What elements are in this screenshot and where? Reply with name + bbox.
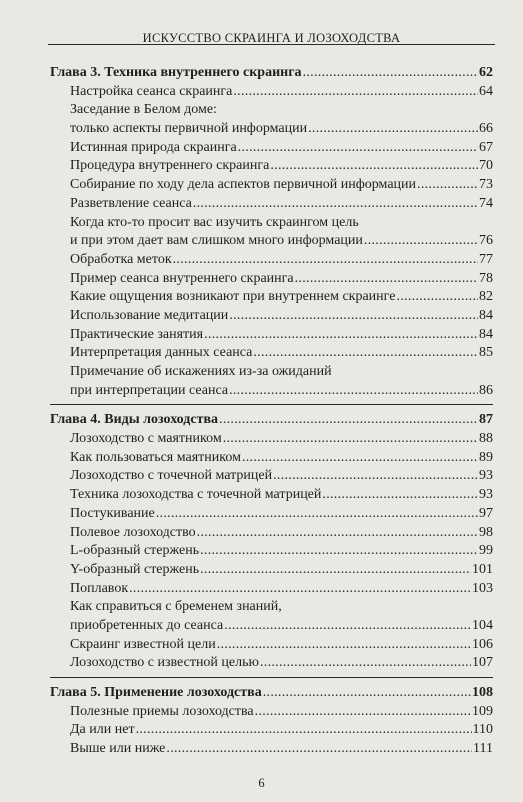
entry-page-number: 73 — [479, 177, 493, 193]
entry-title: Поплавок — [70, 580, 129, 596]
entry-page-number: 97 — [479, 505, 493, 521]
entry-row — [50, 449, 493, 468]
dot-leader — [229, 382, 478, 401]
toc-entry[interactable] — [50, 580, 493, 599]
chapter-title: Глава 3. Техника внутреннего скраинга — [50, 65, 302, 80]
entry-row — [50, 176, 493, 195]
toc-chapter — [50, 684, 493, 759]
entry-page-number: 104 — [472, 617, 493, 633]
dot-leader — [197, 524, 478, 543]
entry-row — [50, 83, 493, 102]
entry-title: L-образный стержень — [70, 543, 200, 559]
dot-leader — [200, 561, 471, 580]
entry-row — [50, 486, 493, 505]
entry-title: Лозоходство с известной целью — [70, 655, 259, 671]
entry-title: Полевое лозоходство — [70, 524, 196, 540]
dot-leader — [200, 542, 478, 561]
entry-row — [50, 157, 493, 176]
toc-entry[interactable] — [50, 176, 493, 195]
header-rule — [48, 44, 495, 45]
entry-title: Y-образный стержень — [70, 561, 200, 577]
entry-page-number: 109 — [472, 703, 493, 719]
entry-page-number: 98 — [479, 524, 493, 540]
entry-title-line: Когда кто-то просит вас изучить скраингом цель — [70, 214, 359, 230]
entry-page-number: 64 — [479, 83, 493, 99]
dot-leader — [308, 120, 478, 139]
entry-row — [50, 288, 493, 307]
entry-page-number: 76 — [479, 233, 493, 249]
toc-entry[interactable] — [50, 307, 493, 326]
entry-title: Лозоходство с точечной матрицей — [70, 468, 273, 484]
dot-leader — [219, 411, 478, 430]
chapter-separator — [50, 677, 493, 678]
toc-chapter — [50, 411, 493, 673]
entry-page-number: 110 — [472, 722, 493, 738]
dot-leader — [233, 83, 478, 102]
page-number: 6 — [258, 776, 265, 790]
entry-row — [50, 636, 493, 655]
toc-entry[interactable] — [50, 214, 493, 251]
dot-leader — [242, 449, 478, 468]
entry-title: Пример сеанса внутреннего скраинга — [70, 270, 294, 286]
entry-row — [50, 430, 493, 449]
toc-entry[interactable] — [50, 598, 493, 635]
entry-page-number: 77 — [479, 251, 493, 267]
entry-row — [50, 232, 493, 251]
entry-row — [50, 542, 493, 561]
entry-page-number: 70 — [479, 158, 493, 174]
entry-row — [50, 344, 493, 363]
toc-entry[interactable] — [50, 449, 493, 468]
dot-leader — [217, 636, 471, 655]
toc-entry[interactable] — [50, 157, 493, 176]
entry-title: Какие ощущения возникают при внутреннем скраинге — [70, 289, 396, 305]
entry-row — [50, 139, 493, 158]
entry-title: Собирание по ходу дела аспектов первичной информации — [70, 177, 417, 193]
dot-leader — [295, 270, 478, 289]
entry-page-number: 67 — [479, 139, 493, 155]
chapter-heading[interactable] — [50, 64, 493, 83]
dot-leader — [263, 684, 471, 703]
entry-title: Лозоходство с маятником — [70, 431, 222, 447]
entry-row — [50, 721, 493, 740]
dot-leader — [173, 251, 478, 270]
entry-page-number: 86 — [479, 382, 493, 398]
entry-title: и при этом дает вам слишком много информации — [70, 233, 363, 249]
entry-title: Процедура внутреннего скраинга — [70, 158, 270, 174]
entry-row — [50, 382, 493, 401]
entry-page-number: 88 — [479, 431, 493, 447]
entry-title: Истинная природа скраинга — [70, 139, 237, 155]
toc-entry[interactable] — [50, 654, 493, 673]
toc-entry[interactable] — [50, 636, 493, 655]
entry-title: Да или нет — [70, 722, 135, 738]
toc-entry[interactable] — [50, 486, 493, 505]
entry-title: Интерпретация данных сеанса — [70, 345, 253, 361]
entry-row — [50, 740, 493, 759]
entry-title: Техника лозоходства с точечной матрицей — [70, 487, 322, 503]
entry-title: только аспекты первичной информации — [70, 121, 308, 137]
dot-leader — [417, 176, 478, 195]
entry-row — [50, 524, 493, 543]
dot-leader — [270, 157, 478, 176]
toc-entry[interactable] — [50, 561, 493, 580]
toc-entry[interactable] — [50, 524, 493, 543]
entry-row — [50, 270, 493, 289]
chapter-title: Глава 5. Применение лозоходства — [50, 685, 262, 700]
dot-leader — [396, 288, 478, 307]
chapter-title: Глава 4. Виды лозоходства — [50, 412, 219, 428]
entry-title: Как пользоваться маятником — [70, 449, 241, 465]
entry-row — [50, 120, 493, 139]
dot-leader — [229, 307, 478, 326]
chapter-page-number: 87 — [479, 412, 493, 428]
dot-leader — [129, 580, 471, 599]
toc-entry[interactable] — [50, 139, 493, 158]
entry-row — [50, 561, 493, 580]
entry-row — [50, 580, 493, 599]
toc-entry[interactable] — [50, 288, 493, 307]
entry-title: Разветвление сеанса — [70, 195, 192, 211]
chapter-heading[interactable] — [50, 411, 493, 430]
dot-leader — [204, 326, 478, 345]
entry-row — [50, 703, 493, 722]
entry-title-line: Как справиться с бременем знаний, — [70, 599, 282, 615]
entry-title: Выше или ниже — [70, 741, 166, 757]
toc-entry[interactable] — [50, 195, 493, 214]
toc-entry[interactable] — [50, 430, 493, 449]
entry-title-line: Заседание в Белом доме: — [70, 102, 217, 118]
entry-page-number: 78 — [479, 270, 493, 286]
dot-leader — [303, 64, 478, 83]
dot-leader — [260, 654, 471, 673]
chapter-separator — [50, 404, 493, 405]
toc-chapter — [50, 64, 493, 400]
table-of-contents — [50, 64, 493, 759]
entry-page-number: 85 — [479, 345, 493, 361]
entry-title: Полезные приемы лозоходства — [70, 703, 254, 719]
dot-leader — [193, 195, 478, 214]
dot-leader — [223, 430, 478, 449]
toc-entry[interactable] — [50, 326, 493, 345]
entry-page-number: 103 — [472, 580, 493, 596]
entry-page-number: 99 — [479, 543, 493, 559]
entry-title-line: Примечание об искажениях из-за ожиданий — [70, 364, 332, 379]
toc-entry[interactable] — [50, 505, 493, 524]
entry-row — [50, 326, 493, 345]
dot-leader — [364, 232, 478, 251]
toc-entry[interactable] — [50, 542, 493, 561]
chapter-page-number: 108 — [472, 685, 493, 700]
entry-page-number: 84 — [479, 307, 493, 323]
entry-page-number: 84 — [479, 326, 493, 342]
entry-title: при интерпретации сеанса — [70, 382, 229, 398]
toc-entry[interactable] — [50, 251, 493, 270]
toc-entry[interactable] — [50, 83, 493, 102]
toc-entry[interactable] — [50, 363, 493, 400]
toc-entry[interactable] — [50, 270, 493, 289]
entry-title: Постукивание — [70, 505, 155, 521]
entry-title: Обработка меток — [70, 251, 172, 267]
entry-title: Использование медитации — [70, 307, 229, 323]
entry-page-number: 93 — [479, 487, 493, 503]
entry-row — [50, 505, 493, 524]
entry-row — [50, 195, 493, 214]
entry-row — [50, 467, 493, 486]
dot-leader — [224, 617, 471, 636]
entry-row — [50, 617, 493, 636]
entry-title: Настройка сеанса скраинга — [70, 83, 233, 99]
dot-leader — [253, 344, 478, 363]
dot-leader — [273, 467, 478, 486]
entry-row — [50, 654, 493, 673]
dot-leader — [136, 721, 472, 740]
toc-entry[interactable] — [50, 703, 493, 722]
toc-entry[interactable] — [50, 467, 493, 486]
running-head: ИСКУССТВО СКРАИНГА И ЛОЗОХОДСТВА — [142, 31, 401, 45]
toc-entry[interactable] — [50, 101, 493, 138]
dot-leader — [156, 505, 478, 524]
toc-entry[interactable] — [50, 721, 493, 740]
dot-leader — [238, 139, 478, 158]
entry-row — [50, 251, 493, 270]
entry-page-number: 106 — [472, 636, 493, 652]
dot-leader — [255, 703, 471, 722]
chapter-page-number: 62 — [479, 65, 493, 80]
chapter-heading[interactable] — [50, 684, 493, 703]
entry-row — [50, 307, 493, 326]
entry-page-number: 66 — [479, 121, 493, 137]
dot-leader — [322, 486, 478, 505]
toc-entry[interactable] — [50, 344, 493, 363]
entry-title: Практические занятия — [70, 326, 204, 342]
entry-title: Скраинг известной цели — [70, 636, 216, 652]
entry-page-number: 74 — [479, 195, 493, 211]
toc-entry[interactable] — [50, 740, 493, 759]
entry-page-number: 89 — [479, 449, 493, 465]
dot-leader — [166, 740, 472, 759]
entry-title: приобретенных до сеанса — [70, 617, 224, 633]
entry-page-number: 82 — [479, 289, 493, 305]
entry-page-number: 107 — [472, 655, 493, 671]
entry-page-number: 93 — [479, 468, 493, 484]
entry-page-number: 111 — [473, 741, 493, 757]
entry-page-number: 101 — [472, 561, 493, 577]
